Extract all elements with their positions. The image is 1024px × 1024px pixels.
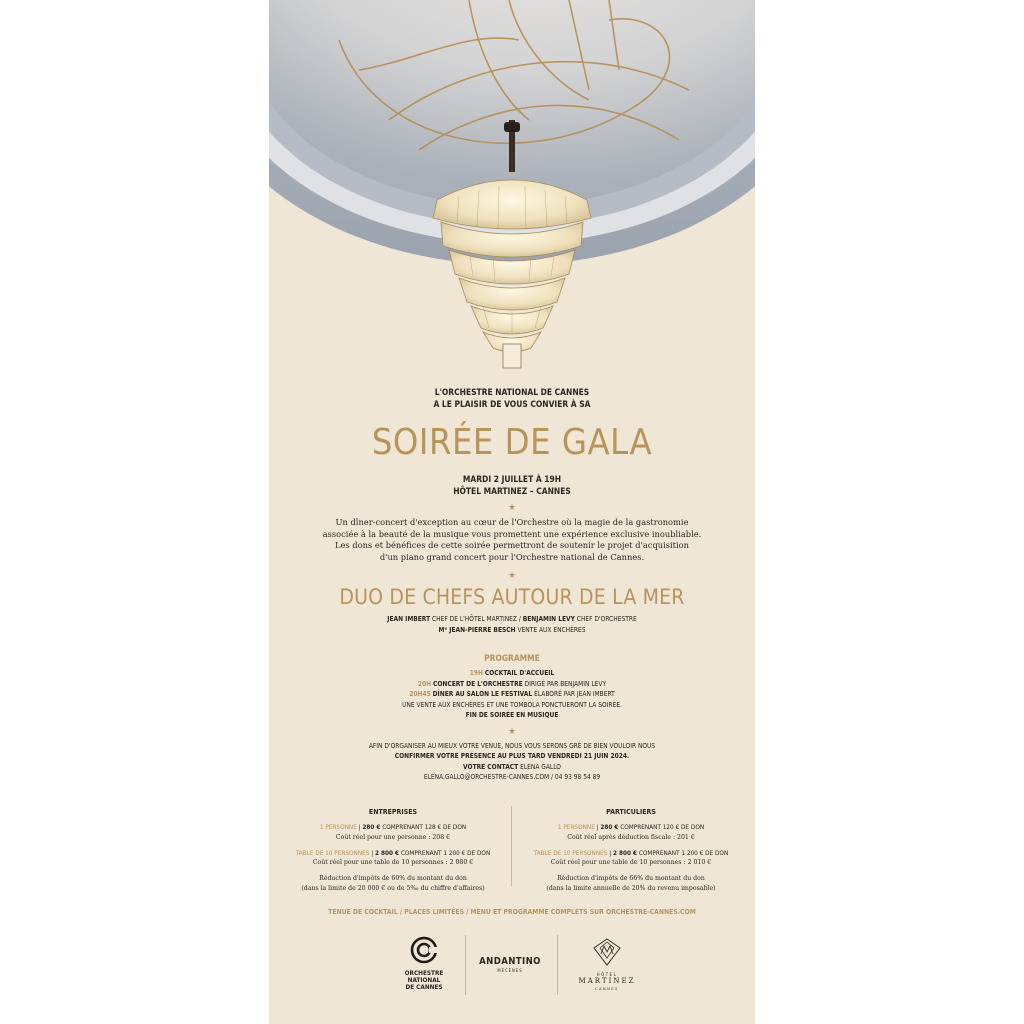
description-line-1: Un dîner-concert d'exception au cœur de l'Orchestre où la magie de la gastronomie — [335, 517, 689, 527]
description-line-2: associée à la beauté de la musique vous promettent une expérience exclusive inoubliable. — [322, 528, 702, 539]
column-divider — [511, 806, 512, 886]
invitation-card — [269, 0, 755, 1024]
chandelier-image — [269, 0, 755, 380]
duo-title: DUO DE CHEFS AUTOUR DE LA MER — [339, 585, 685, 609]
star-icon: ★ — [508, 727, 516, 737]
real-cost: Coût réel pour une table de 10 personnes : 2 080 € — [312, 859, 474, 867]
orchestre-logo: ORCHESTRE NATIONAL DE CANNES — [397, 935, 451, 992]
intro-text — [269, 386, 755, 410]
column-heading: ENTREPRISES — [368, 808, 418, 816]
orchestre-emblem-icon — [409, 935, 439, 965]
footer-note: TENUE DE COCKTAIL / PLACES LIMITÉES / MENU ET PROGRAMME COMPLETS SUR ORCHESTRE-CANNES.COM — [328, 908, 696, 916]
star-icon: ★ — [508, 503, 516, 513]
column-heading: PARTICULIERS — [606, 808, 656, 816]
logo-divider — [465, 935, 466, 995]
event-location: HÔTEL MARTINEZ – CANNES — [453, 486, 571, 496]
auctioneer-role: VENTE AUX ENCHÈRES — [517, 625, 586, 634]
programme-item: 19H COCKTAIL D'ACCUEIL — [469, 669, 555, 677]
conductor-name: BENJAMIN LEVY — [522, 615, 575, 623]
contact-details[interactable]: ELENA.GALLO@ORCHESTRE-CANNES.COM / 04 93 98 54 89 — [423, 773, 601, 782]
event-description — [269, 517, 755, 563]
tax-note: (dans la limite annuelle de 20% du revenu imposable) — [546, 884, 716, 892]
pricing-entreprises: ENTREPRISES 1 PERSONNE | 280 € COMPRENANT 128 € DE DON Coût réel pour une personne : 208 € TABLE DE 10 PERSONNES | 2 800 € COMPRENANT 1 200 € DE DON Coût réel pour une table de 10 personnes : 2 080 € Réduction d'impôts de 60% du montant du don (dans la limite de 20 000 € ou de 5‰ du chiffre d'affaires) — [278, 807, 508, 894]
contact-name: ELENA GALLO — [520, 762, 561, 771]
chef-name: JEAN IMBERT — [387, 615, 431, 623]
intro-line-2: A LE PLAISIR DE VOUS CONVIER À SA — [433, 399, 591, 409]
chefs-credits — [269, 614, 755, 635]
tax-note: Réduction d'impôts de 60% du montant du don — [319, 875, 467, 883]
programme-item: 20H CONCERT DE L'ORCHESTRE DIRIGÉ PAR BENJAMIN LEVY — [417, 679, 607, 688]
chef-role: CHEF DE L'HÔTEL MARTINEZ / — [432, 615, 521, 623]
martinez-logo: HÔTEL MARTINEZ CANNES — [569, 938, 645, 991]
rsvp-line-1: AFIN D'ORGANISER AU MIEUX VOTRE VENUE, NOUS VOUS SERONS GRÉ DE BIEN VOULOIR NOUS — [368, 742, 656, 750]
contact-label: VOTRE CONTACT — [463, 762, 519, 771]
event-title: SOIRÉE DE GALA — [371, 422, 653, 463]
programme-list — [269, 668, 755, 721]
rsvp-line-2: CONFIRMER VOTRE PRÉSENCE AU PLUS TARD VENDREDI 21 JUIN 2024. — [394, 752, 630, 761]
event-date: MARDI 2 JUILLET À 19H — [462, 474, 562, 484]
event-date-location — [269, 473, 755, 497]
tax-note: (dans la limite de 20 000 € ou de 5‰ du chiffre d'affaires) — [301, 884, 485, 892]
programme-note: UNE VENTE AUX ENCHÈRES ET UNE TOMBOLA PONCTUERONT LA SOIRÉE. — [402, 700, 622, 709]
description-line-3: Les dons et bénéfices de cette soirée permettront de soutenir le projet d'acquisition — [334, 540, 690, 551]
programme-heading: PROGRAMME — [484, 653, 540, 663]
real-cost: Coût réel pour une personne : 208 € — [335, 833, 451, 841]
description-line-4: d'un piano grand concert pour l'Orchestre national de Cannes. — [379, 551, 645, 562]
real-cost: Coût réel pour une table de 10 personnes : 2 010 € — [550, 859, 712, 867]
conductor-role: CHEF D'ORCHESTRE — [576, 615, 637, 623]
pricing-particuliers: PARTICULIERS 1 PERSONNE | 280 € COMPRENANT 120 € DE DON Coût réel après déduction fiscale : 201 € TABLE DE 10 PERSONNES | 2 800 € COMPRENANT 1 200 € DE DON Coût réel pour une table de 10 personnes : 2 010 € Réduction d'impôts de 66% du montant du don (dans la limite annuelle de 20% du revenu imposable) — [516, 807, 746, 894]
martinez-emblem-icon — [592, 938, 622, 966]
intro-line-1: L'ORCHESTRE NATIONAL DE CANNES — [434, 387, 590, 397]
auctioneer-name: Mᵉ JEAN-PIERRE BESCH — [438, 625, 516, 634]
real-cost: Coût réel après déduction fiscale : 201 € — [567, 833, 695, 841]
rsvp-info — [269, 741, 755, 783]
tax-note: Réduction d'impôts de 66% du montant du don — [557, 875, 705, 883]
programme-end: FIN DE SOIRÉE EN MUSIQUE — [465, 711, 559, 720]
andantino-logo: ANDANTINO MÉCÈNES — [479, 956, 541, 973]
programme-item: 20H45 DÎNER AU SALON LE FESTIVAL ÉLABORÉ PAR JEAN IMBERT — [409, 690, 615, 699]
logo-divider — [557, 935, 558, 995]
star-icon: ★ — [508, 571, 516, 581]
